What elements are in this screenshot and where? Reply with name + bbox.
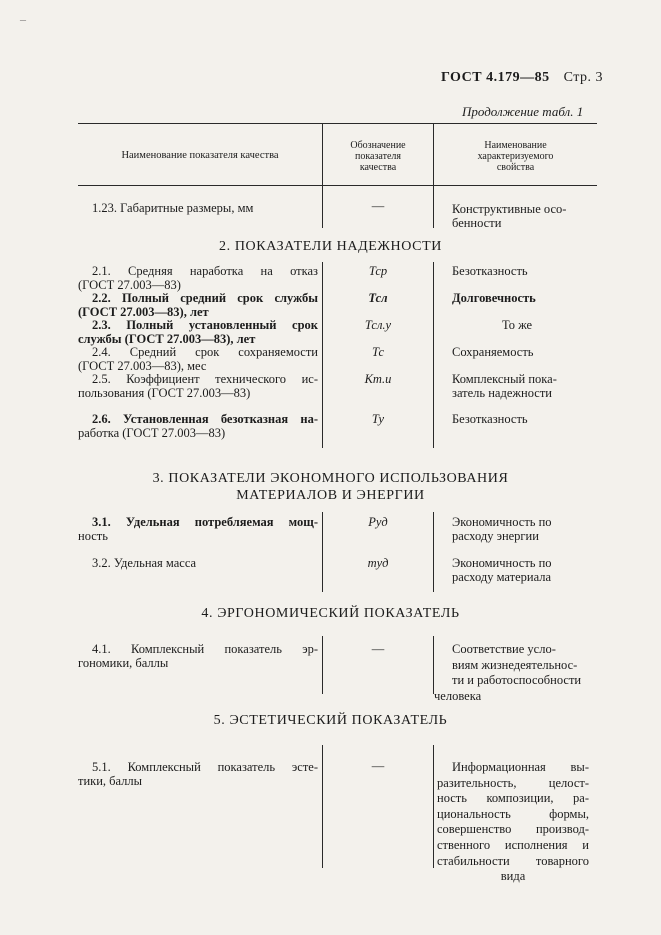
row-name bbox=[78, 318, 318, 346]
header-line: свойства bbox=[496, 162, 535, 173]
column-divider bbox=[433, 745, 434, 868]
text-line: пользования (ГОСТ 27.003—83) bbox=[78, 386, 251, 400]
header-line: Наименование bbox=[484, 140, 547, 151]
row-property: Безотказность bbox=[452, 412, 528, 426]
text-line: Экономичность по bbox=[452, 515, 552, 529]
row-symbol: Тср bbox=[368, 264, 388, 278]
text-line: 4.1. Комплексный показатель эр- bbox=[92, 642, 318, 656]
page-header bbox=[441, 70, 603, 86]
text-line: вида bbox=[500, 869, 526, 884]
text-line: затель надежности bbox=[452, 386, 552, 400]
column-divider bbox=[433, 512, 434, 592]
standard-number: ГОСТ 4.179—85 bbox=[441, 70, 550, 85]
row-symbol: Тс bbox=[371, 345, 385, 359]
text-line: расходу энергии bbox=[452, 529, 539, 543]
column-divider bbox=[433, 262, 434, 448]
row-name bbox=[78, 291, 318, 319]
row-property bbox=[452, 372, 557, 400]
row-name bbox=[78, 412, 318, 440]
text-line: расходу материала bbox=[452, 570, 552, 584]
text-line: 3.1. Удельная потребляемая мощ- bbox=[92, 515, 318, 529]
text-line: 2.5. Коэффициент технического ис- bbox=[92, 372, 318, 386]
text-line: гономики, баллы bbox=[78, 656, 169, 670]
row-property: То же bbox=[502, 318, 533, 332]
text-line: циональность формы, bbox=[437, 806, 589, 821]
text-line: Конструктивные осо- bbox=[452, 202, 567, 216]
header-col-property bbox=[434, 140, 597, 173]
text-line: 2.2. Полный средний срок службы bbox=[92, 291, 318, 305]
text-line: работка (ГОСТ 27.003—83) bbox=[78, 426, 226, 440]
text-line: ность bbox=[78, 529, 108, 543]
row-symbol: Тсл.у bbox=[364, 318, 392, 332]
row-name bbox=[78, 345, 318, 373]
text-line: (ГОСТ 27.003—83) bbox=[78, 278, 181, 292]
text-line: Экономичность по bbox=[452, 556, 552, 570]
text-line: Соответствие усло- bbox=[452, 642, 556, 656]
row-name bbox=[78, 642, 318, 670]
row-name bbox=[78, 372, 318, 400]
header-line: качества bbox=[359, 162, 397, 173]
section-heading-aesthetics: 5. ЭСТЕТИЧЕСКИЙ ПОКАЗАТЕЛЬ bbox=[213, 713, 448, 728]
text-line: Информационная вы- bbox=[452, 760, 589, 774]
text-line: 5.1. Комплексный показатель эсте- bbox=[92, 760, 318, 774]
text-line: 2.3. Полный установленный срок bbox=[92, 318, 318, 332]
header-col-name: Наименование показателя качества bbox=[121, 150, 279, 161]
row-property: Безотказность bbox=[452, 264, 528, 278]
text-line: разительность, целост- bbox=[437, 775, 589, 790]
text-line: стабильности товарного bbox=[437, 853, 589, 868]
row-symbol: Руд bbox=[368, 515, 388, 529]
row-property bbox=[437, 760, 589, 885]
row-name: 1.23. Габаритные размеры, мм bbox=[92, 201, 254, 215]
text-line: 2.4. Средний срок сохраняемости bbox=[92, 345, 318, 359]
row-name bbox=[78, 264, 318, 292]
row-symbol: — bbox=[371, 199, 385, 213]
text-line: 2.6. Установленная безотказная на- bbox=[92, 412, 318, 426]
header-col-symbol bbox=[323, 140, 433, 173]
row-symbol: Ту bbox=[371, 412, 385, 426]
row-property: Долговечность bbox=[452, 291, 536, 305]
header-line: показателя bbox=[354, 151, 402, 162]
scan-corner-mark: – bbox=[20, 12, 26, 26]
row-name: 3.2. Удельная масса bbox=[92, 556, 197, 570]
text-line: ти и работоспособности bbox=[452, 673, 582, 687]
text-line: ственного исполнения и bbox=[437, 837, 589, 852]
header-line: характеризуемого bbox=[477, 151, 554, 162]
text-line: ность композиции, ра- bbox=[437, 791, 589, 806]
row-property: Сохраняемость bbox=[452, 345, 534, 359]
text-line: виям жизнедеятельнос- bbox=[452, 657, 578, 672]
row-property bbox=[434, 642, 582, 704]
text-line: 3. ПОКАЗАТЕЛИ ЭКОНОМНОГО ИСПОЛЬЗОВАНИЯ bbox=[152, 471, 509, 486]
text-line: 2.1. Средняя наработка на отказ bbox=[92, 264, 318, 278]
row-name bbox=[78, 515, 318, 543]
page-number: Стр. 3 bbox=[563, 70, 604, 85]
text-line: (ГОСТ 27.003—83), лет bbox=[78, 305, 209, 319]
row-name bbox=[78, 760, 318, 788]
text-line: человека bbox=[434, 688, 482, 703]
column-divider bbox=[433, 123, 434, 228]
text-line: службы (ГОСТ 27.003—83), лет bbox=[78, 332, 256, 346]
text-line: тики, баллы bbox=[78, 774, 143, 788]
row-symbol: Тсл bbox=[368, 291, 388, 305]
row-symbol: mуд bbox=[367, 556, 389, 570]
text-line: совершенство производ- bbox=[437, 822, 589, 837]
table-header-rule bbox=[78, 185, 597, 186]
row-property bbox=[452, 556, 552, 584]
column-divider bbox=[433, 636, 434, 694]
text-line: (ГОСТ 27.003—83), мес bbox=[78, 359, 207, 373]
table-continuation-label: Продолжение табл. 1 bbox=[462, 104, 584, 119]
text-line: МАТЕРИАЛОВ И ЭНЕРГИИ bbox=[236, 488, 425, 503]
section-heading-ergonomics: 4. ЭРГОНОМИЧЕСКИЙ ПОКАЗАТЕЛЬ bbox=[201, 606, 460, 621]
row-property bbox=[452, 202, 566, 230]
row-property bbox=[452, 515, 552, 543]
text-line: Комплексный пока- bbox=[452, 372, 557, 386]
text-line: бенности bbox=[452, 216, 502, 230]
table-top-rule bbox=[78, 123, 597, 124]
section-heading-reliability: 2. ПОКАЗАТЕЛИ НАДЕЖНОСТИ bbox=[219, 239, 442, 254]
row-symbol: — bbox=[371, 759, 385, 773]
header-line: Обозначение bbox=[350, 140, 406, 151]
row-symbol: Кт.и bbox=[364, 372, 392, 386]
section-heading-economy bbox=[0, 471, 661, 504]
row-symbol: — bbox=[371, 642, 385, 656]
